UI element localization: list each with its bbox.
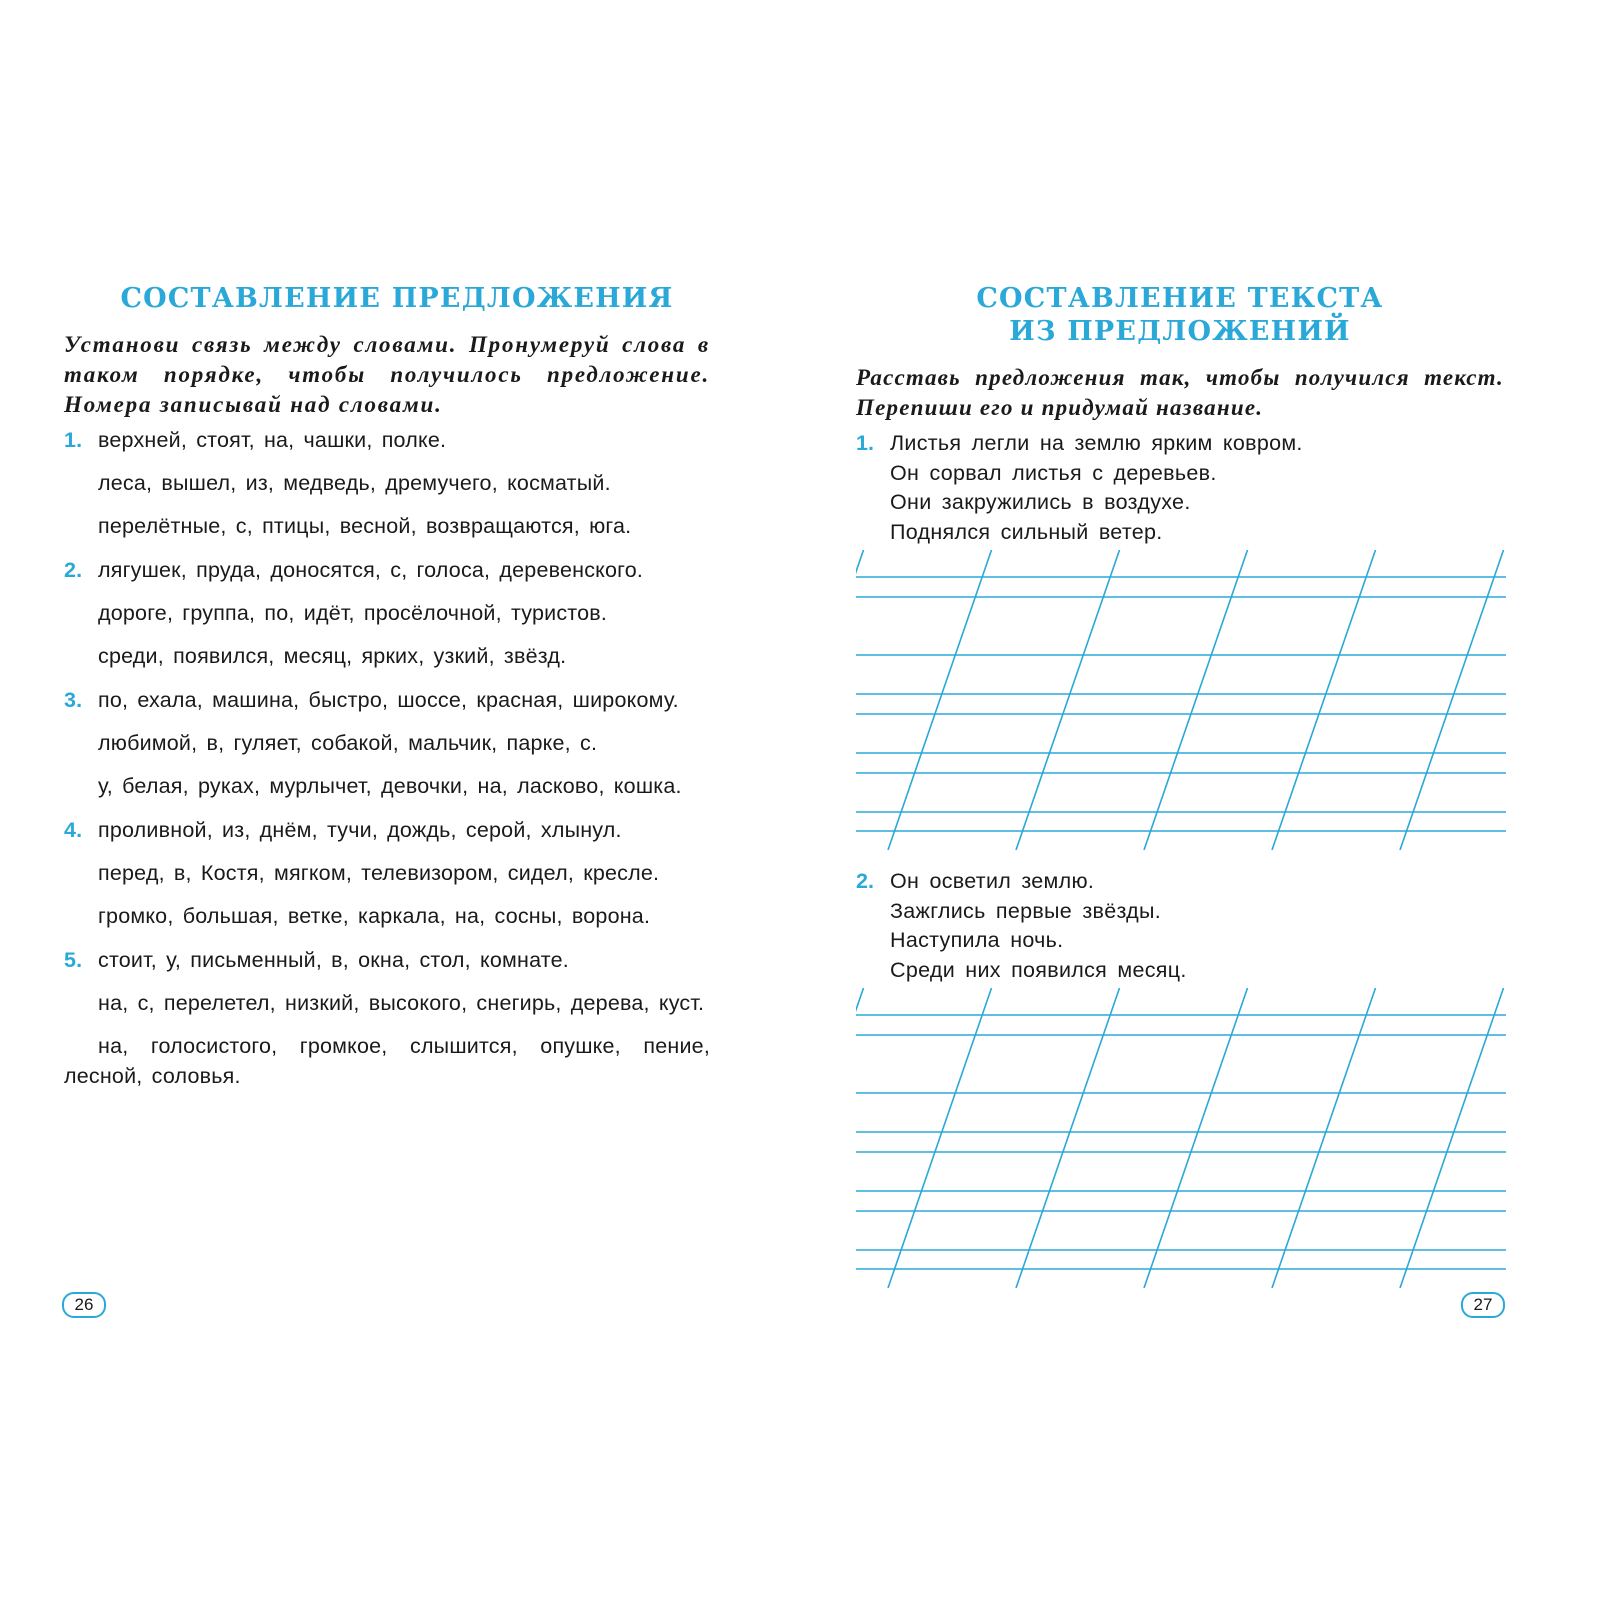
slant-line xyxy=(1016,550,1120,850)
sentence: Он осветил землю. xyxy=(890,869,1095,893)
slant-line xyxy=(1144,988,1248,1288)
left-page-title: СОСТАВЛЕНИЕ ПРЕДЛОЖЕНИЯ xyxy=(120,283,674,314)
slant-line xyxy=(1144,550,1248,850)
slant-line xyxy=(1400,550,1504,850)
word-set xyxy=(64,858,710,888)
word-set xyxy=(64,468,710,498)
word-set-text: перелётные, с, птицы, весной, возвращаются, юга. xyxy=(98,514,632,538)
word-set-text: леса, вышел, из, медведь, дремучего, косматый. xyxy=(98,471,611,495)
slant-line xyxy=(856,550,864,850)
word-set-text: лягушек, пруда, доносятся, с, голоса, деревенского. xyxy=(98,558,644,582)
page-number-right: 27 xyxy=(1461,1292,1505,1318)
handwriting-grid-2[interactable] xyxy=(856,988,1506,1288)
word-set xyxy=(64,685,710,715)
word-set xyxy=(64,815,710,845)
exercise-number: 3. xyxy=(64,688,83,712)
word-set-text: у, белая, руках, мурлычет, девочки, на, ласково, кошка. xyxy=(98,774,682,798)
slant-line xyxy=(1272,988,1376,1288)
word-set xyxy=(64,641,710,671)
exercise-number: 2. xyxy=(64,558,83,582)
word-set xyxy=(64,945,710,975)
exercise-group xyxy=(64,945,710,1091)
page-number-left: 26 xyxy=(62,1292,106,1318)
exercise-number: 4. xyxy=(64,818,83,842)
word-set-text: проливной, из, днём, тучи, дождь, серой, хлынул. xyxy=(98,818,622,842)
sentence: Наступила ночь. xyxy=(890,928,1064,952)
sentence: Поднялся сильный ветер. xyxy=(890,519,1163,544)
exercise-number: 2. xyxy=(856,869,874,893)
word-set xyxy=(64,988,710,1018)
sentence: Он сорвал листья с деревьев. xyxy=(890,460,1217,485)
right-title-line1: СОСТАВЛЕНИЕ ТЕКСТА xyxy=(976,283,1384,314)
sentence-list xyxy=(890,429,1303,547)
slant-line xyxy=(1400,988,1504,1288)
word-set-text: по, ехала, машина, быстро, шоссе, красная, широкому. xyxy=(98,688,679,712)
word-set-text: на, голосистого, громкое, слышится, опушке, пение, лесной, соловья. xyxy=(64,1034,710,1088)
exercise-number: 5. xyxy=(64,948,83,972)
slant-line xyxy=(888,550,992,850)
left-page-instruction: Установи связь между словами. Пронумеруй слова в таком порядке, чтобы получилось предложение. Номера записывай над словами. xyxy=(64,332,710,417)
right-page-title xyxy=(880,282,1480,348)
word-set-text: дороге, группа, по, идёт, просёлочной, туристов. xyxy=(98,601,608,625)
slant-line xyxy=(1272,550,1376,850)
word-set xyxy=(64,555,710,585)
word-set xyxy=(64,771,710,801)
word-set-text: верхней, стоят, на, чашки, полке. xyxy=(98,428,447,452)
sentence: Они закружились в воздухе. xyxy=(890,490,1191,514)
word-set-text: на, с, перелетел, низкий, высокого, снегирь, дерева, куст. xyxy=(98,991,705,1015)
exercise-list xyxy=(64,425,710,1105)
word-set-text: среди, появился, месяц, ярких, узкий, звёзд. xyxy=(98,644,567,668)
exercise-number: 1. xyxy=(856,431,874,455)
word-set-text: громко, большая, ветке, каркала, на, сосны, ворона. xyxy=(98,904,651,928)
right-page-instruction: Расставь предложения так, чтобы получился текст. Перепиши его и придумай название. xyxy=(856,365,1504,420)
right-title-line2: ИЗ ПРЕДЛОЖЕНИЙ xyxy=(1009,316,1351,347)
exercise-group xyxy=(64,815,710,931)
exercise-group xyxy=(64,425,710,541)
word-set xyxy=(64,425,710,455)
sentence: Среди них появился месяц. xyxy=(890,957,1187,982)
handwriting-grid-1[interactable] xyxy=(856,550,1506,850)
slant-line xyxy=(1016,988,1120,1288)
word-set xyxy=(64,728,710,758)
slant-line xyxy=(888,988,992,1288)
exercise-group xyxy=(64,685,710,801)
slant-line xyxy=(856,988,864,1288)
sentence: Листья легли на землю ярким ковром. xyxy=(890,431,1303,455)
word-set xyxy=(64,511,710,541)
exercise-group xyxy=(64,555,710,671)
sentence-list xyxy=(890,867,1187,985)
word-set xyxy=(64,598,710,628)
word-set-text: любимой, в, гуляет, собакой, мальчик, парке, с. xyxy=(98,731,598,755)
word-set-text: перед, в, Костя, мягком, телевизором, сидел, кресле. xyxy=(98,861,660,885)
word-set xyxy=(64,901,710,931)
exercise-number: 1. xyxy=(64,428,83,452)
word-set-text: стоит, у, письменный, в, окна, стол, комнате. xyxy=(98,948,569,972)
word-set xyxy=(64,1031,710,1091)
sentence: Зажглись первые звёзды. xyxy=(890,898,1162,923)
